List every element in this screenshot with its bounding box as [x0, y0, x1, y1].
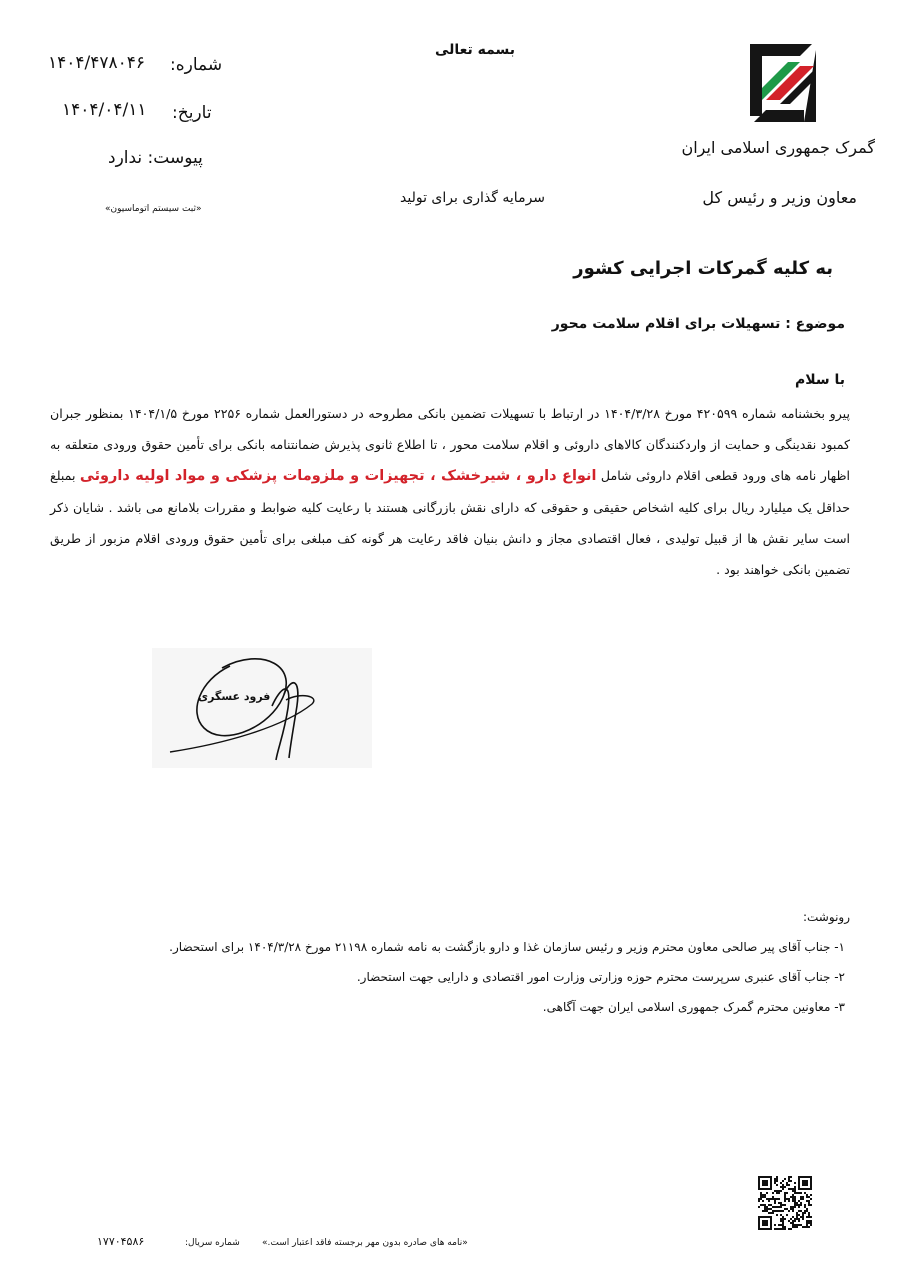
handwritten-signature [152, 648, 372, 768]
letter-date-label: تاریخ: [172, 103, 212, 123]
letter-number-value: ۱۴۰۴/۴۷۸۰۴۶ [48, 53, 146, 73]
deputy-title: معاون وزیر و رئیس کل [702, 188, 857, 207]
signer-name: فرود عسگری [198, 690, 271, 703]
qr-code-icon [758, 1176, 812, 1230]
copy-recipient: ۱- جناب آقای پیر صالحی معاون محترم وزیر و رئیس سازمان غذا و دارو بازگشت به نامه شماره ۲۱۱۹۸ مورخ ۱۴۰۴/۳/۲۸ برای استحضار. [169, 940, 845, 954]
automation-registration-note: «ثبت سیستم اتوماسیون» [105, 204, 202, 214]
organization-name: گمرک جمهوری اسلامی ایران [681, 138, 875, 157]
letter-subject: موضوع : تسهیلات برای اقلام سلامت محور [551, 316, 845, 332]
body-text-part-1: پیرو بخشنامه شماره ۴۲۰۵۹۹ مورخ ۱۴۰۴/۳/۲۸ در ارتباط با تسهیلات تضمین بانکی مطروحه در دستورالعمل شماره ۲۲۵۶ مورخ ۱۴۰۴/۱/۵ بمنظور جبران کمبود نقدینگی و حمایت از واردکنندگان کالاهای داروئی و اقلام سلامت محور ، تا اطلاع ثانوی پذیرش ضمانتنامه بانکی برای تأمین حقوق ورودی متعلقه به اظهار نامه های ورود قطعی اقلام داروئی شامل [50, 406, 850, 483]
attachment-label: پیوست: ندارد [108, 148, 203, 168]
slogan-line: سرمایه گذاری برای تولید [400, 190, 546, 206]
greeting: با سلام [794, 372, 845, 388]
addressee: به کلیه گمرکات اجرایی کشور [573, 258, 833, 279]
body-text-part-2: بمبلغ حداقل یک میلیارد ریال برای کلیه اشخاص حقیقی و حقوقی که دارای نقش بازرگانی هستند با رعایت کلیه ضوابط و مقررات بلامانع می باشد . شایان ذکر است سایر نقش ها از قبیل تولیدی ، فعال اقتصادی مجاز و دانش بنیان فاقد رعایت هر گونه کف مبلغی برای تأمین حقوق ورودی اقلام مزبور از طریق تضمین بانکی خواهند بود . [50, 468, 850, 577]
customs-logo-icon [740, 40, 826, 126]
letter-number-label: شماره: [170, 55, 223, 75]
serial-number-value: ۱۷۷۰۴۵۸۶ [97, 1235, 145, 1248]
copy-recipient: ۲- جناب آقای عنبری سرپرست محترم حوزه وزارتی وزارت امور اقتصادی و دارایی جهت استحضار. [356, 970, 845, 984]
copy-recipient: ۳- معاونین محترم گمرک جمهوری اسلامی ایران جهت آگاهی. [542, 1000, 845, 1014]
signature-block [152, 648, 372, 768]
invocation-text: بسمه تعالی [434, 42, 516, 58]
letter-body [50, 398, 850, 585]
validity-note: «نامه های صادره بدون مهر برجسته فاقد اعتبار است.» [262, 1238, 468, 1248]
serial-number-label: شماره سریال: [185, 1238, 240, 1248]
copies-heading: رونوشت: [802, 910, 850, 924]
letter-date-value: ۱۴۰۴/۰۴/۱۱ [62, 100, 147, 120]
body-highlighted-items: انواع دارو ، شیرخشک ، تجهیزات و ملزومات پزشکی و مواد اولیه داروئی [79, 468, 597, 484]
